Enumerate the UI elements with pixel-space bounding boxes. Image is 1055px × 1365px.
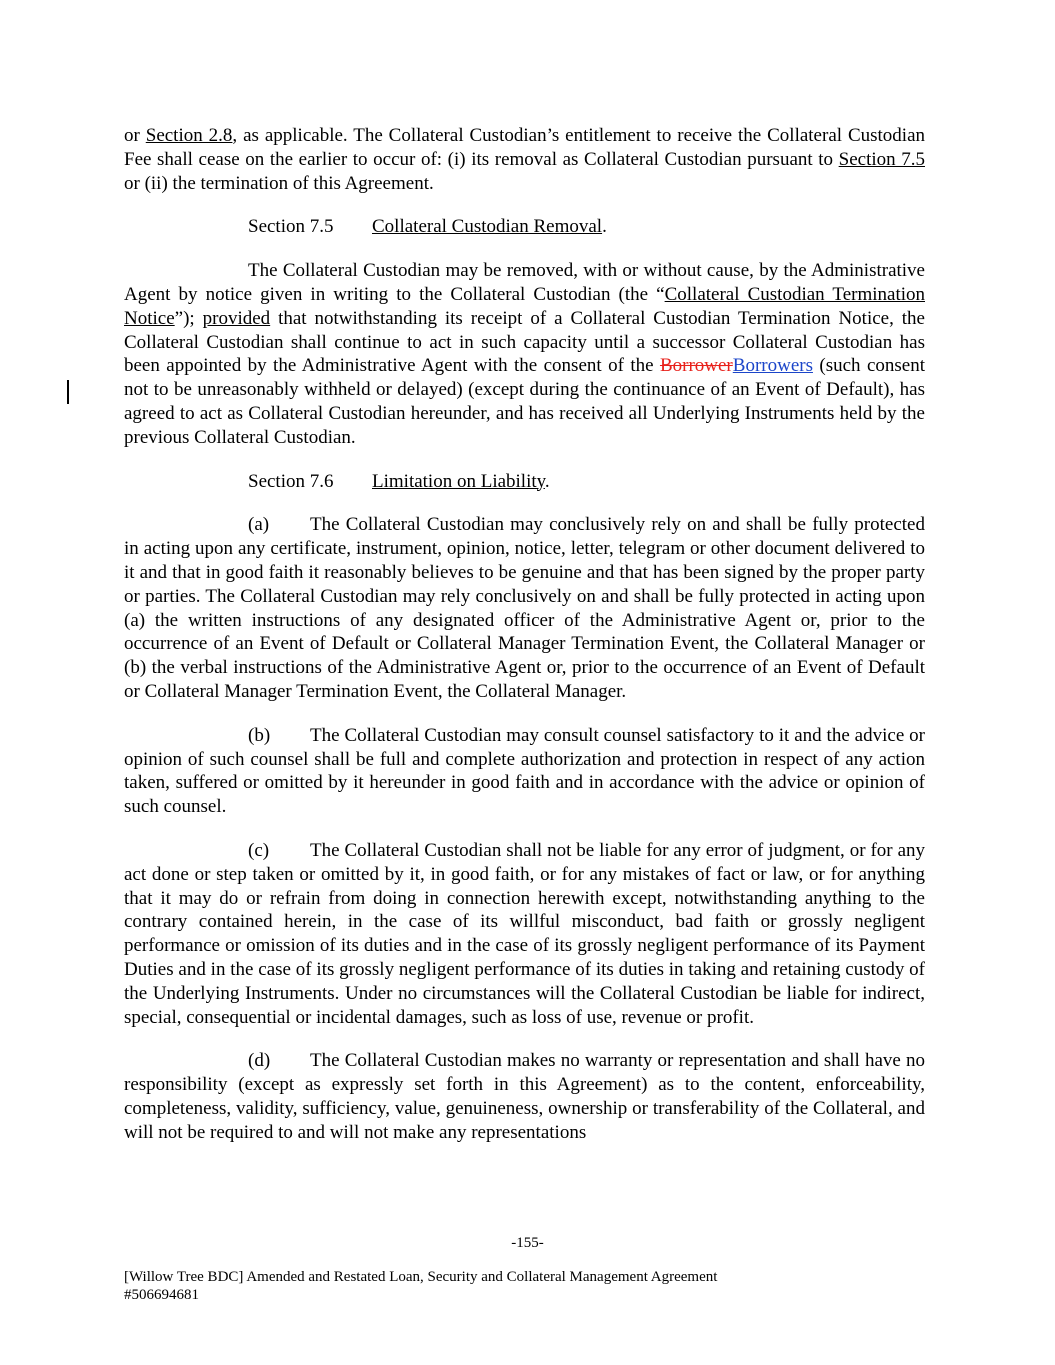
text-run: , as applicable. The Collateral Custodian’s entitlement to receive the Collateral Custodian Fee shall cease on the earlier to occur of: (i) its removal as Collateral Custodian pursuant to	[124, 125, 926, 170]
defined-term: Collateral Custodian Termination Notice	[124, 283, 925, 329]
clause-text: The Collateral Custodian may consult counsel satisfactory to it and the advice or opinion of such counsel shall be full and complete authorization and protection in respect of any action taken, suffered or omitted by it hereunder in good faith and in accordance with the advice or opinion of such counsel.	[124, 724, 925, 818]
revision-change-bar	[67, 380, 69, 404]
text-run: (such consent not to be unreasonably withheld or delayed) (except during the continuance of an Event of Default), has agreed to act as Collateral Custodian hereunder, and has received all Underlying Instruments held by the previous Collateral Custodian.	[124, 355, 925, 448]
footer-doc-id: #506694681	[124, 1287, 199, 1303]
heading-period: .	[602, 216, 607, 238]
section-reference: Section 7.5	[838, 148, 925, 170]
text-run: The Collateral Custodian may be removed, with or without cause, by the Administrative Agent by notice given in writing to the Collateral Custodian (the “	[124, 260, 925, 305]
clause-label: (b)	[248, 724, 271, 746]
section-7-6-heading	[248, 470, 925, 494]
clause-d	[124, 1049, 925, 1144]
clause-b	[124, 724, 925, 819]
footer-title: [Willow Tree BDC] Amended and Restated Loan, Security and Collateral Management Agreement	[124, 1269, 718, 1285]
clause-a	[124, 513, 925, 703]
paragraph-opening	[124, 124, 925, 195]
clause-text: The Collateral Custodian shall not be liable for any error of judgment, or for any act done or step taken or omitted by it, in good faith, or for any mistakes of fact or law, or for anything that it may do or refrain from doing in connection herewith except, notwithstanding anything to the contrary contained herein, in the case of its willful misconduct, bad faith or grossly negligent performance or omission of its duties and in the case of its grossly negligent performance of its Payment Duties and in the case of its grossly negligent performance of its duties in taking and retaining custody of the Underlying Instruments. Under no circumstances will the Collateral Custodian be liable for indirect, special, consequential or incidental damages, such as loss of use, revenue or profit.	[124, 839, 925, 1028]
text-run: or (ii) the termination of this Agreement.	[124, 172, 434, 194]
text-run: or	[124, 125, 146, 146]
clause-text: The Collateral Custodian may conclusively rely on and shall be fully protected in acting upon any certificate, instrument, opinion, notice, letter, telegram or other document delivered to it and that in good faith it reasonably believes to be genuine and that has been signed by the proper party or parties. The Collateral Custodian may rely conclusively on and shall be fully protected in acting upon (a) the written instructions of any designated officer of the Administrative Agent or, prior to the occurrence of an Event of Default or Collateral Manager Termination Event, the Collateral Manager or (b) the verbal instructions of the Administrative Agent or, prior to the occurrence of an Event of Default or Collateral Manager Termination Event, the Collateral Manager.	[124, 514, 925, 702]
section-title: Collateral Custodian Removal	[372, 216, 603, 238]
paragraph-removal	[124, 259, 925, 449]
heading-period: .	[544, 470, 550, 492]
provided-term: provided	[202, 307, 271, 329]
page-number: -155-	[511, 1235, 544, 1251]
clause-c	[124, 839, 925, 1029]
section-reference: Section 2.8	[145, 125, 233, 146]
section-number: Section 7.5	[248, 216, 334, 238]
deleted-text: Borrower	[659, 355, 733, 377]
clause-label: (c)	[248, 839, 270, 861]
section-number: Section 7.6	[248, 470, 334, 492]
clause-label: (d)	[248, 1050, 271, 1072]
section-title: Limitation on Liability	[372, 470, 545, 492]
clause-label: (a)	[248, 514, 270, 536]
clause-text: The Collateral Custodian makes no warranty or representation and shall have no responsibility (except as expressly set forth in this Agreement) as to the content, enforceability, completeness, validity, sufficiency, value, genuineness, ownership or transferability of the Collateral, and will not be required to and will not make any representations	[124, 1050, 925, 1143]
inserted-text: Borrowers	[732, 355, 813, 377]
text-run: ”);	[174, 307, 203, 329]
document-page	[124, 124, 925, 1144]
text-run: that notwithstanding its receipt of a Collateral Custodian Termination Notice, the Collateral Custodian shall continue to act in such capacity until a successor Collateral Custodian has been appointed by the Administrative Agent with the consent of the	[124, 307, 925, 377]
section-7-5-heading	[248, 215, 925, 239]
document-footer	[124, 1268, 717, 1304]
